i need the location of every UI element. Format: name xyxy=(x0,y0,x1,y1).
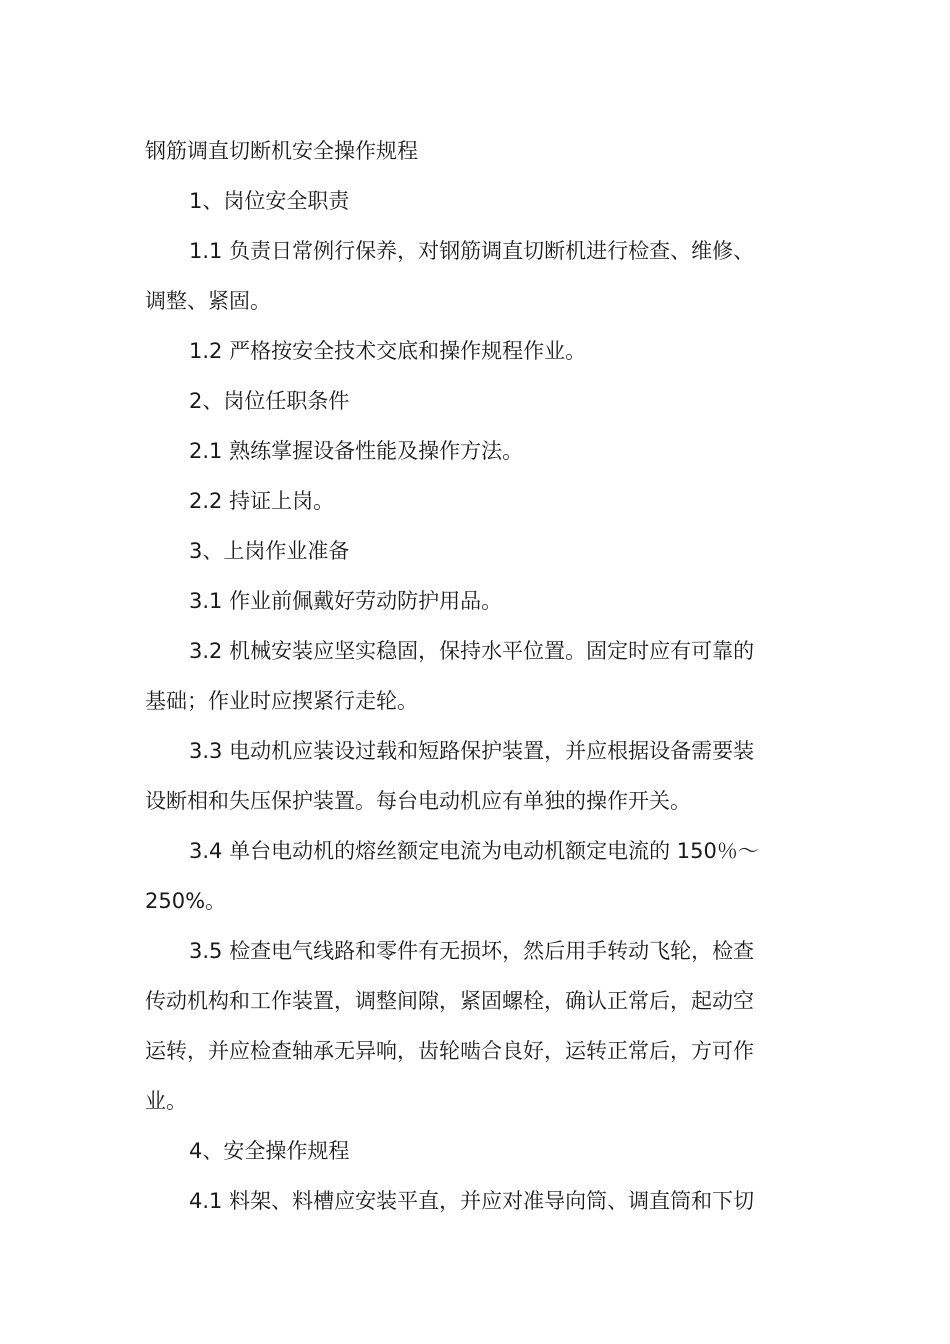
paragraph-3-5-line-1: 3.5 检查电气线路和零件有无损坏，然后用手转动飞轮，检查 xyxy=(189,939,755,963)
paragraph-3-1: 3.1 作业前佩戴好劳动防护用品。 xyxy=(189,589,503,613)
paragraph-3-2-line-2: 基础；作业时应揳紧行走轮。 xyxy=(145,689,418,713)
paragraph-1-2: 1.2 严格按安全技术交底和操作规程作业。 xyxy=(189,339,587,363)
paragraph-1-1-line-1: 1.1 负责日常例行保养，对钢筋调直切断机进行检查、维修、 xyxy=(189,239,755,263)
paragraph-3-4-line-1: 3.4 单台电动机的熔丝额定电流为电动机额定电流的 150％～ xyxy=(189,839,759,863)
paragraph-3-5-line-4: 业。 xyxy=(145,1089,187,1113)
section-heading-2: 2、岗位任职条件 xyxy=(189,389,350,413)
section-heading-4: 4、安全操作规程 xyxy=(189,1139,350,1163)
document-title: 钢筋调直切断机安全操作规程 xyxy=(145,139,418,163)
paragraph-3-3-line-1: 3.3 电动机应装设过载和短路保护装置，并应根据设备需要装 xyxy=(189,739,755,763)
paragraph-2-1: 2.1 熟练掌握设备性能及操作方法。 xyxy=(189,439,524,463)
paragraph-3-5-line-2: 传动机构和工作装置，调整间隙，紧固螺栓，确认正常后，起动空 xyxy=(145,989,754,1013)
paragraph-2-2: 2.2 持证上岗。 xyxy=(189,489,335,513)
paragraph-1-1-line-2: 调整、紧固。 xyxy=(145,289,271,313)
paragraph-3-2-line-1: 3.2 机械安装应坚实稳固，保持水平位置。固定时应有可靠的 xyxy=(189,639,755,663)
paragraph-3-3-line-2: 设断相和失压保护装置。每台电动机应有单独的操作开关。 xyxy=(145,789,691,813)
paragraph-3-4-line-2: 250%。 xyxy=(145,889,227,913)
section-heading-1: 1、岗位安全职责 xyxy=(189,189,350,213)
paragraph-4-1-line-1: 4.1 料架、料槽应安装平直，并应对准导向筒、调直筒和下切 xyxy=(189,1189,755,1213)
paragraph-3-5-line-3: 运转，并应检查轴承无异响，齿轮啮合良好，运转正常后，方可作 xyxy=(145,1039,754,1063)
section-heading-3: 3、上岗作业准备 xyxy=(189,539,350,563)
